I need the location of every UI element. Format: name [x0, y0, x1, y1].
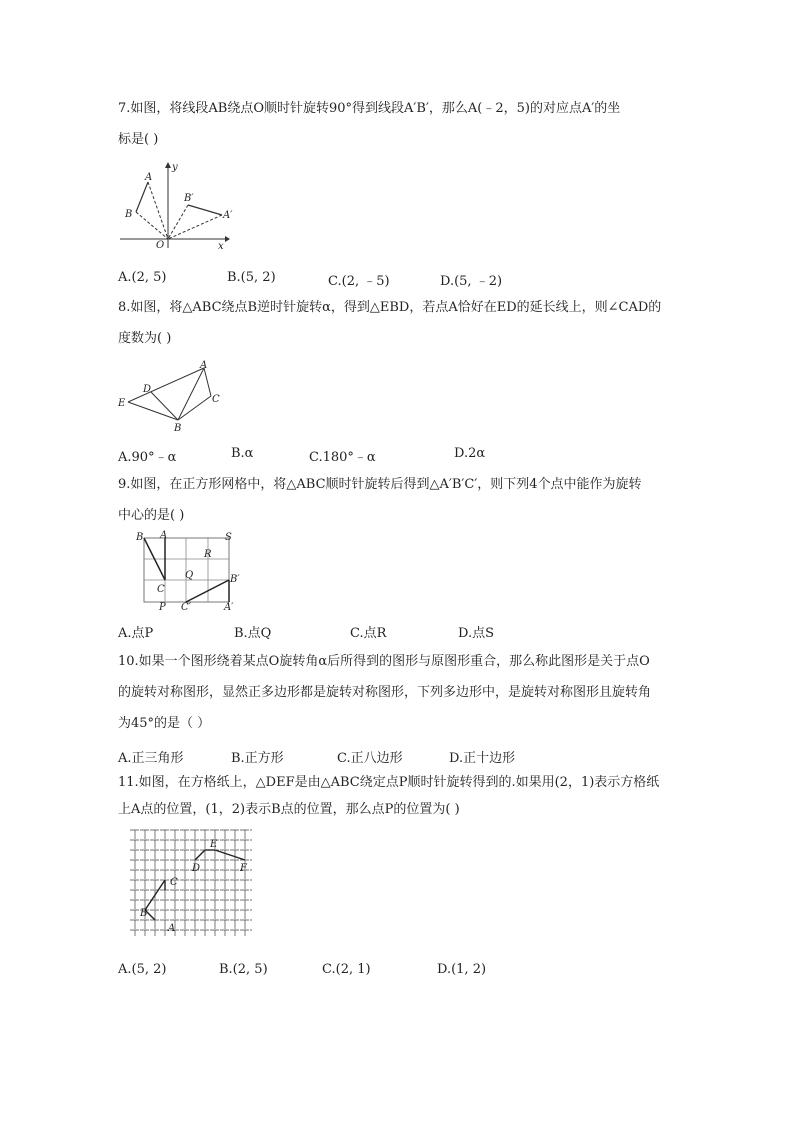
q9-label-a-prime: A′ [224, 602, 234, 612]
q7-stem-line2: 标是( ) [118, 132, 159, 147]
q7-label-x: x [218, 241, 224, 252]
q11-figure [128, 828, 258, 940]
q9-label-s: S [225, 532, 232, 543]
q8-option-c[interactable]: C.180°﹣α [309, 450, 376, 465]
q8-label-e: E [118, 398, 126, 409]
q9-stem-line2: 中心的是( ) [118, 508, 185, 523]
q9-stem-line1: 9.如图，在正方形网格中，将△ABC顺时针旋转后得到△A′B′C′，则下列4个点中能作为旋转 [118, 477, 642, 492]
q8-option-a[interactable]: A.90°﹣α [118, 450, 177, 465]
q11-options [118, 962, 718, 978]
q8-label-d: D [143, 384, 152, 395]
q7-label-b-prime: B′ [184, 193, 194, 204]
q8-stem-line2: 度数为( ) [118, 331, 172, 346]
q9-label-q: Q [185, 570, 194, 581]
q10-option-c[interactable]: C.正八边形 [337, 751, 403, 766]
q8-label-b: B [174, 423, 182, 434]
q7-option-c[interactable]: C.(2, ﹣5) [328, 274, 390, 289]
q10-stem-line3: 为45°的是（ ） [118, 716, 211, 731]
q9-label-c: C [157, 584, 165, 595]
q9-figure [132, 530, 240, 612]
q9-label-p: P [159, 602, 166, 612]
q11-option-c[interactable]: C.(2, 1) [322, 962, 371, 977]
q11-label-a: A [168, 923, 176, 934]
q11-option-b[interactable]: B.(2, 5) [219, 962, 268, 977]
q8-options [118, 446, 718, 465]
q9-option-b[interactable]: B.点Q [234, 626, 272, 641]
q7-figure [118, 160, 233, 252]
q9-options [118, 622, 718, 641]
q10-options [118, 747, 718, 766]
q7-option-a[interactable]: A.(2, 5) [118, 270, 167, 285]
q9-label-b-prime: B′ [230, 574, 240, 585]
q7-label-a-prime: A′ [223, 210, 233, 221]
q11-label-e: E [210, 839, 218, 850]
q10-stem-line2: 的旋转对称图形，显然正多边形都是旋转对称图形，下列多边形中，是旋转对称图形且旋转角 [118, 685, 652, 700]
q8-label-a: A [200, 360, 208, 371]
q7-label-o: O [156, 240, 165, 251]
q11-stem-line1: 11.如图，在方格纸上，△DEF是由△ABC绕定点P顺时针旋转得到的.如果用(2，1)表示方格纸 [118, 775, 660, 790]
q7-label-a: A [145, 172, 153, 183]
q9-option-c[interactable]: C.点R [350, 626, 387, 641]
q11-label-b: B [140, 908, 148, 919]
q9-option-d[interactable]: D.点S [458, 626, 494, 641]
q8-stem-line1: 8.如图，将△ABC绕点B逆时针旋转α，得到△EBD，若点A恰好在ED的延长线上，则∠CAD的 [118, 300, 662, 315]
q11-option-a[interactable]: A.(5, 2) [118, 962, 167, 977]
q8-option-b[interactable]: B.α [231, 446, 254, 461]
q9-option-a[interactable]: A.点P [118, 626, 154, 641]
q11-stem-line2: 上A点的位置，(1，2)表示B点的位置，那么点P的位置为( ) [118, 802, 460, 817]
q9-label-c-prime: C′ [181, 602, 191, 612]
q7-options [118, 270, 718, 289]
q11-label-c: C [170, 877, 178, 888]
q7-label-y: y [172, 162, 178, 173]
q10-stem-line1: 10.如果一个图形绕着某点O旋转角α后所得到的图形与原图形重合，那么称此图形是关于点O [118, 654, 650, 669]
q7-option-d[interactable]: D.(5, ﹣2) [440, 274, 503, 289]
q7-label-b: B [125, 209, 133, 220]
q10-option-b[interactable]: B.正方形 [231, 751, 284, 766]
q9-label-a: A [160, 530, 168, 541]
q9-label-r: R [204, 549, 212, 560]
q11-label-f: F [240, 863, 247, 874]
q11-option-d[interactable]: D.(1, 2) [437, 962, 487, 977]
q11-label-d: D [192, 863, 201, 874]
q10-option-a[interactable]: A.正三角形 [118, 751, 184, 766]
q9-label-b: B [136, 532, 144, 543]
q7-option-b[interactable]: B.(5, 2) [227, 270, 276, 285]
q8-figure [118, 358, 230, 436]
q8-option-d[interactable]: D.2α [454, 446, 486, 461]
q10-option-d[interactable]: D.正十边形 [449, 751, 516, 766]
q7-stem-line1: 7.如图，将线段AB绕点O顺时针旋转90°得到线段A′B′，那么A(﹣2，5)的对应点A′的坐 [118, 101, 621, 116]
q8-label-c: C [212, 394, 220, 405]
